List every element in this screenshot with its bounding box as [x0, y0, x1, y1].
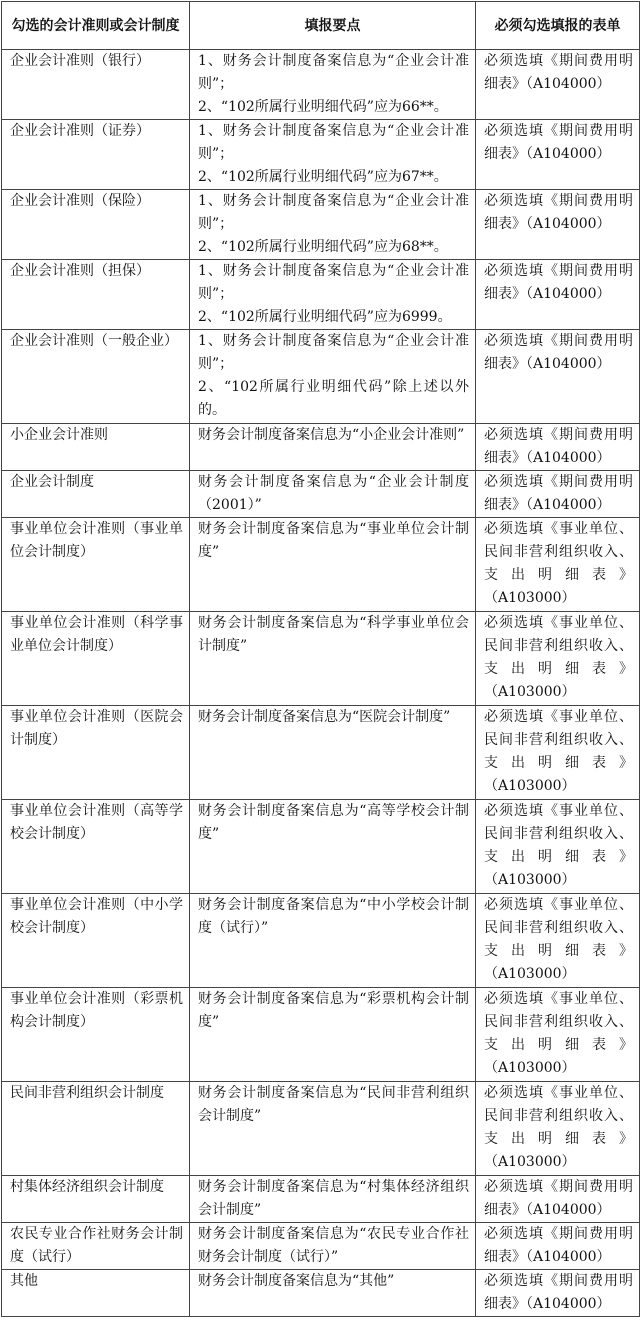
cell-points: [190, 706, 476, 800]
cell-points: [190, 260, 476, 330]
cell-form: 必须选填《事业单位、民间非营利组织收入、支出明细表》（A103000）: [476, 1082, 640, 1176]
point-line: 财务会计制度备案信息为“高等学校会计制度”: [198, 803, 469, 842]
table-row: [2, 894, 640, 988]
point-line: 财务会计制度备案信息为“中小学校会计制度（试行）”: [198, 897, 469, 936]
cell-points: [190, 988, 476, 1082]
cell-points: [190, 1176, 476, 1223]
point-line: 1、财务会计制度备案信息为“企业会计准则”；: [198, 193, 469, 232]
table-body: [2, 50, 640, 1317]
cell-form: 必须选填《事业单位、民间非营利组织收入、支出明细表》（A103000）: [476, 518, 640, 612]
point-line: 财务会计制度备案信息为“医院会计制度”: [198, 709, 451, 725]
point-line: 1、财务会计制度备案信息为“企业会计准则”；: [198, 53, 469, 92]
cell-standard: 企业会计准则（保险）: [2, 190, 190, 260]
cell-standard: 企业会计制度: [2, 471, 190, 518]
cell-form: 必须选填《事业单位、民间非营利组织收入、支出明细表》（A103000）: [476, 800, 640, 894]
cell-form: 必须选填《事业单位、民间非营利组织收入、支出明细表》（A103000）: [476, 706, 640, 800]
cell-standard: 村集体经济组织会计制度: [2, 1176, 190, 1223]
point-line: 财务会计制度备案信息为“民间非营利组织会计制度”: [198, 1085, 469, 1124]
table-row: [2, 260, 640, 330]
cell-form: 必须选填《事业单位、民间非营利组织收入、支出明细表》（A103000）: [476, 894, 640, 988]
header-row: [2, 2, 640, 50]
cell-form: 必须选填《期间费用明细表》（A104000）: [476, 1223, 640, 1270]
cell-form: 必须选填《期间费用明细表》（A104000）: [476, 190, 640, 260]
cell-points: [190, 120, 476, 190]
table-row: [2, 190, 640, 260]
table-row: [2, 706, 640, 800]
cell-standard: 企业会计准则（证券）: [2, 120, 190, 190]
point-line: 财务会计制度备案信息为“小企业会计准则”: [198, 427, 465, 443]
cell-form: 必须选填《期间费用明细表》（A104000）: [476, 50, 640, 120]
cell-form: 必须选填《期间费用明细表》（A104000）: [476, 471, 640, 518]
table-row: [2, 471, 640, 518]
cell-standard: 企业会计准则（银行）: [2, 50, 190, 120]
cell-standard: 事业单位会计准则（科学事业单位会计制度）: [2, 612, 190, 706]
cell-standard: 企业会计准则（担保）: [2, 260, 190, 330]
cell-standard: 事业单位会计准则（高等学校会计制度）: [2, 800, 190, 894]
cell-points: [190, 471, 476, 518]
table-row: [2, 1176, 640, 1223]
cell-form: 必须选填《事业单位、民间非营利组织收入、支出明细表》（A103000）: [476, 612, 640, 706]
table-row: [2, 330, 640, 424]
point-line: 财务会计制度备案信息为“彩票机构会计制度”: [198, 991, 469, 1030]
cell-form: 必须选填《期间费用明细表》（A104000）: [476, 1176, 640, 1223]
cell-form: 必须选填《期间费用明细表》（A104000）: [476, 424, 640, 471]
cell-points: [190, 1223, 476, 1270]
cell-form: 必须选填《期间费用明细表》（A104000）: [476, 330, 640, 424]
cell-points: [190, 50, 476, 120]
cell-points: [190, 1270, 476, 1317]
cell-form: 必须选填《期间费用明细表》（A104000）: [476, 260, 640, 330]
point-line: 财务会计制度备案信息为“其他”: [198, 1273, 395, 1289]
cell-points: [190, 518, 476, 612]
cell-standard: 民间非营利组织会计制度: [2, 1082, 190, 1176]
cell-points: [190, 330, 476, 424]
point-line: 2、“102所属行业明细代码”应为67**。: [198, 169, 448, 185]
cell-standard: 事业单位会计准则（彩票机构会计制度）: [2, 988, 190, 1082]
table-row: [2, 50, 640, 120]
point-line: 1、财务会计制度备案信息为“企业会计准则”；: [198, 333, 469, 372]
cell-form: 必须选填《期间费用明细表》（A104000）: [476, 120, 640, 190]
point-line: 财务会计制度备案信息为“科学事业单位会计制度”: [198, 615, 469, 654]
cell-standard: 小企业会计准则: [2, 424, 190, 471]
cell-points: [190, 1082, 476, 1176]
table-row: [2, 1082, 640, 1176]
point-line: 2、“102所属行业明细代码”除上述以外的。: [198, 379, 469, 418]
accounting-standards-table: [1, 1, 640, 1317]
table-row: [2, 1223, 640, 1270]
cell-points: [190, 894, 476, 988]
header-points: 填报要点: [190, 2, 476, 50]
point-line: 财务会计制度备案信息为“农民专业合作社财务会计制度（试行）”: [198, 1226, 469, 1265]
point-line: 财务会计制度备案信息为“村集体经济组织会计制度”: [198, 1179, 469, 1218]
point-line: 2、“102所属行业明细代码”应为6999。: [198, 309, 452, 325]
header-form: 必须勾选填报的表单: [476, 2, 640, 50]
table-row: [2, 612, 640, 706]
point-line: 1、财务会计制度备案信息为“企业会计准则”；: [198, 123, 469, 162]
table-row: [2, 1270, 640, 1317]
cell-points: [190, 190, 476, 260]
table-row: [2, 120, 640, 190]
cell-standard: 事业单位会计准则（中小学校会计制度）: [2, 894, 190, 988]
cell-form: 必须选填《期间费用明细表》（A104000）: [476, 1270, 640, 1317]
table-row: [2, 424, 640, 471]
cell-points: [190, 612, 476, 706]
cell-points: [190, 800, 476, 894]
table-row: [2, 988, 640, 1082]
header-standard: 勾选的会计准则或会计制度: [2, 2, 190, 50]
point-line: 2、“102所属行业明细代码”应为68**。: [198, 239, 448, 255]
table-row: [2, 518, 640, 612]
point-line: 2、“102所属行业明细代码”应为66**。: [198, 99, 448, 115]
point-line: 1、财务会计制度备案信息为“企业会计准则”；: [198, 263, 469, 302]
point-line: 财务会计制度备案信息为“事业单位会计制度”: [198, 521, 469, 560]
cell-standard: 其他: [2, 1270, 190, 1317]
cell-standard: 企业会计准则（一般企业）: [2, 330, 190, 424]
cell-standard: 事业单位会计准则（医院会计制度）: [2, 706, 190, 800]
cell-standard: 农民专业合作社财务会计制度（试行）: [2, 1223, 190, 1270]
point-line: 财务会计制度备案信息为“企业会计制度（2001）”: [198, 474, 469, 513]
cell-form: 必须选填《事业单位、民间非营利组织收入、支出明细表》（A103000）: [476, 988, 640, 1082]
cell-standard: 事业单位会计准则（事业单位会计制度）: [2, 518, 190, 612]
table-row: [2, 800, 640, 894]
cell-points: [190, 424, 476, 471]
